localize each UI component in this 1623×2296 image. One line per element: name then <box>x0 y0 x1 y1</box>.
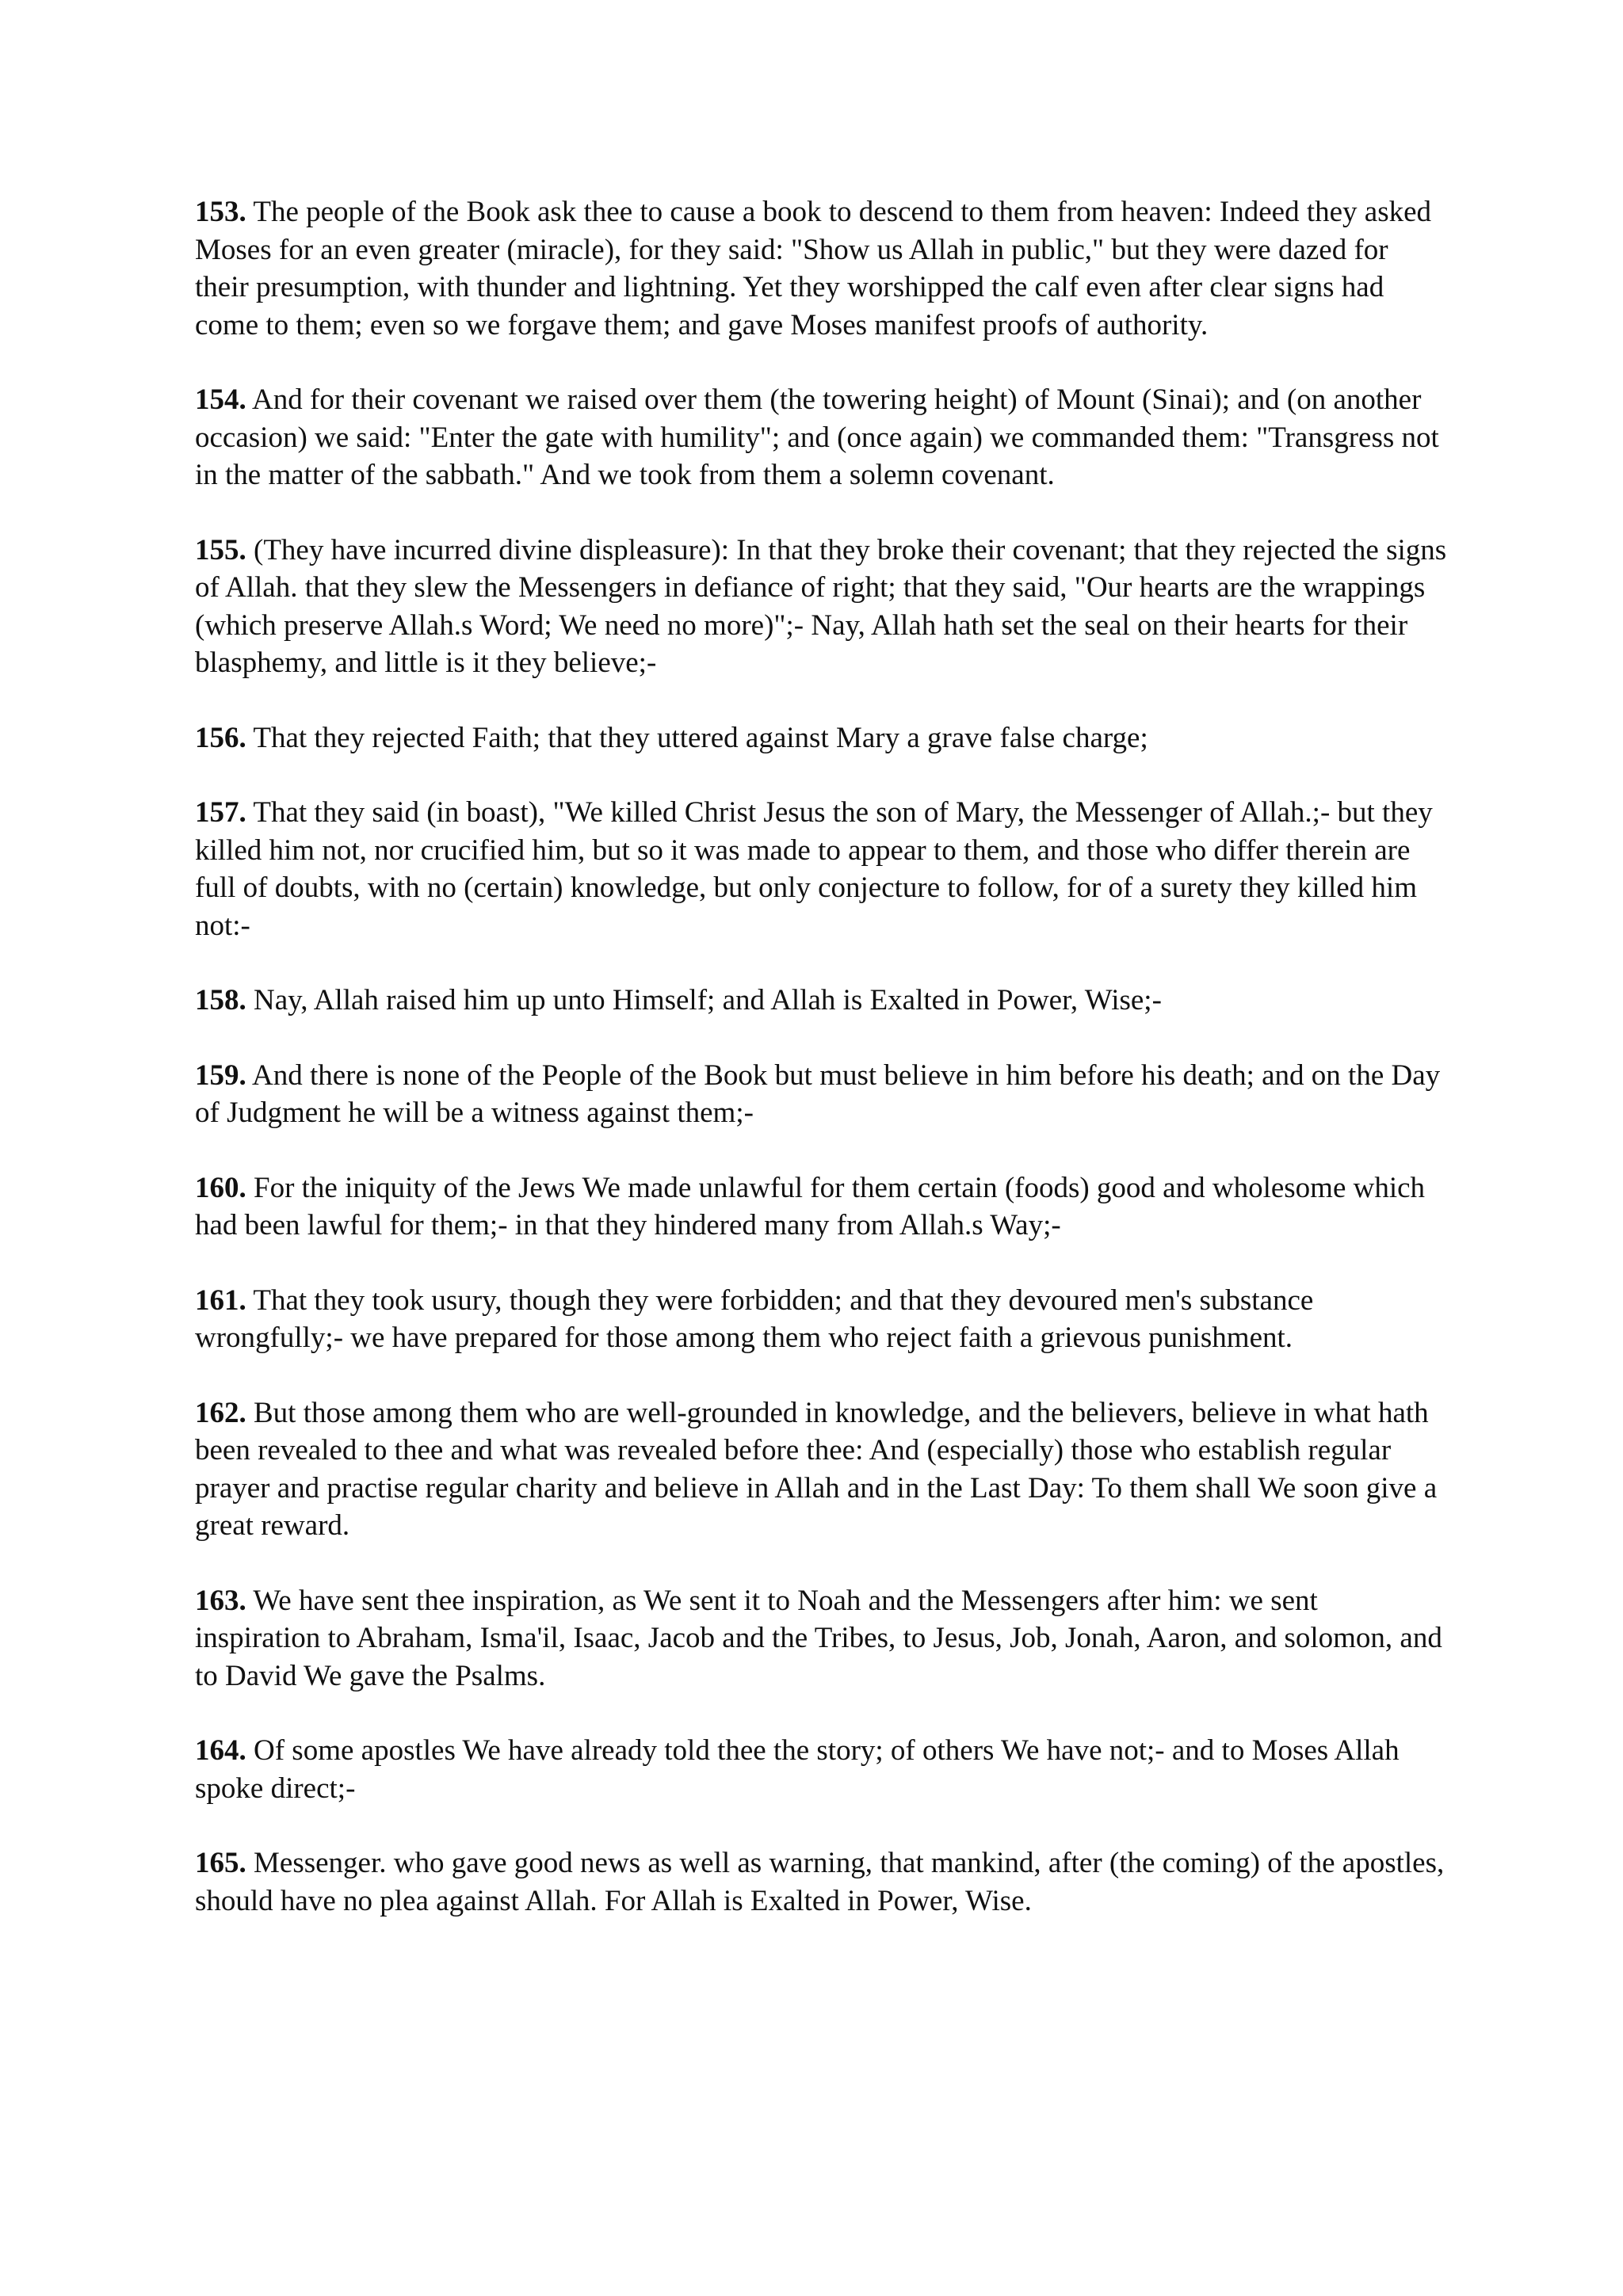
verse-text: And for their covenant we raised over them (the towering height) of Mount (Sinai); and (on another occasion) we said: "Enter the gate with humility"; and (once again) we commanded them: "Transgress not in the matter of the sabbath." And we took from them a solemn covenant. <box>195 383 1439 491</box>
verse-number: 157. <box>195 796 246 829</box>
verse-number: 156. <box>195 721 246 754</box>
verse-text: The people of the Book ask thee to cause a book to descend to them from heaven: Indeed they asked Moses for an even greater (miracle), for they said: "Show us Allah in public," but they were dazed for their presumption, with thunder and lightning. Yet they worshipped the calf even after clear signs had come to them; even so we forgave them; and gave Moses manifest proofs of authority. <box>195 196 1432 341</box>
verse-153 <box>195 193 1447 344</box>
verse-158 <box>195 982 1447 1020</box>
verse-161 <box>195 1282 1447 1357</box>
verse-160 <box>195 1169 1447 1245</box>
verse-text: But those among them who are well-grounded in knowledge, and the believers, believe in what hath been revealed to thee and what was revealed before thee: And (especially) those who establish regular prayer and practise regular charity and believe in Allah and in the Last Day: To them shall We soon give a great reward. <box>195 1396 1438 1542</box>
verse-number: 154. <box>195 383 246 416</box>
verse-text: Of some apostles We have already told thee the story; of others We have not;- and to Moses Allah spoke direct;- <box>195 1734 1400 1805</box>
verse-number: 153. <box>195 196 246 228</box>
verse-text: That they took usury, though they were forbidden; and that they devoured men's substance wrongfully;- we have prepared for those among them who reject faith a grievous punishment. <box>195 1283 1314 1354</box>
verse-162 <box>195 1394 1447 1545</box>
verse-number: 160. <box>195 1171 246 1204</box>
verse-number: 155. <box>195 533 246 566</box>
verse-157 <box>195 794 1447 944</box>
verse-155 <box>195 532 1447 682</box>
verse-text: We have sent thee inspiration, as We sent it to Noah and the Messengers after him: we sent inspiration to Abraham, Isma'il, Isaac, Jacob and the Tribes, to Jesus, Job, Jonah, Aaron, and solomon, and to David We gave the Psalms. <box>195 1584 1442 1692</box>
verse-165 <box>195 1844 1447 1920</box>
verse-text: That they rejected Faith; that they uttered against Mary a grave false charge; <box>253 721 1148 754</box>
verse-number: 163. <box>195 1584 246 1617</box>
verse-number: 164. <box>195 1734 246 1767</box>
verse-163 <box>195 1582 1447 1695</box>
verse-text: For the iniquity of the Jews We made unlawful for them certain (foods) good and wholesome which had been lawful for them;- in that they hindered many from Allah.s Way;- <box>195 1171 1426 1241</box>
verse-number: 162. <box>195 1396 246 1429</box>
verse-number: 158. <box>195 984 246 1016</box>
verse-number: 161. <box>195 1283 246 1317</box>
verse-text: Nay, Allah raised him up unto Himself; and Allah is Exalted in Power, Wise;- <box>254 984 1162 1016</box>
verse-156 <box>195 719 1447 757</box>
verse-text: (They have incurred divine displeasure): In that they broke their covenant; that they rejected the signs of Allah. that they slew the Messengers in defiance of right; that they said, "Our hearts are the wrappings (which preserve Allah.s Word; We need no more)";- Nay, Allah hath set the seal on their hearts for their blasphemy, and little is it they believe;- <box>195 533 1447 679</box>
verse-text: Messenger. who gave good news as well as warning, that mankind, after (the coming) of the apostles, should have no plea against Allah. For Allah is Exalted in Power, Wise. <box>195 1847 1445 1917</box>
verse-text: And there is none of the People of the Book but must believe in him before his death; and on the Day of Judgment he will be a witness against them;- <box>195 1058 1441 1129</box>
verse-164 <box>195 1732 1447 1807</box>
verse-number: 159. <box>195 1058 246 1092</box>
verse-number: 165. <box>195 1847 246 1879</box>
verse-159 <box>195 1057 1447 1132</box>
document-page <box>195 193 1447 1957</box>
verse-text: That they said (in boast), "We killed Christ Jesus the son of Mary, the Messenger of Allah.;- but they killed him not, nor crucified him, but so it was made to appear to them, and those who differ therein are full of doubts, with no (certain) knowledge, but only conjecture to follow, for of a surety they killed him not:- <box>195 796 1433 942</box>
verse-154 <box>195 381 1447 494</box>
